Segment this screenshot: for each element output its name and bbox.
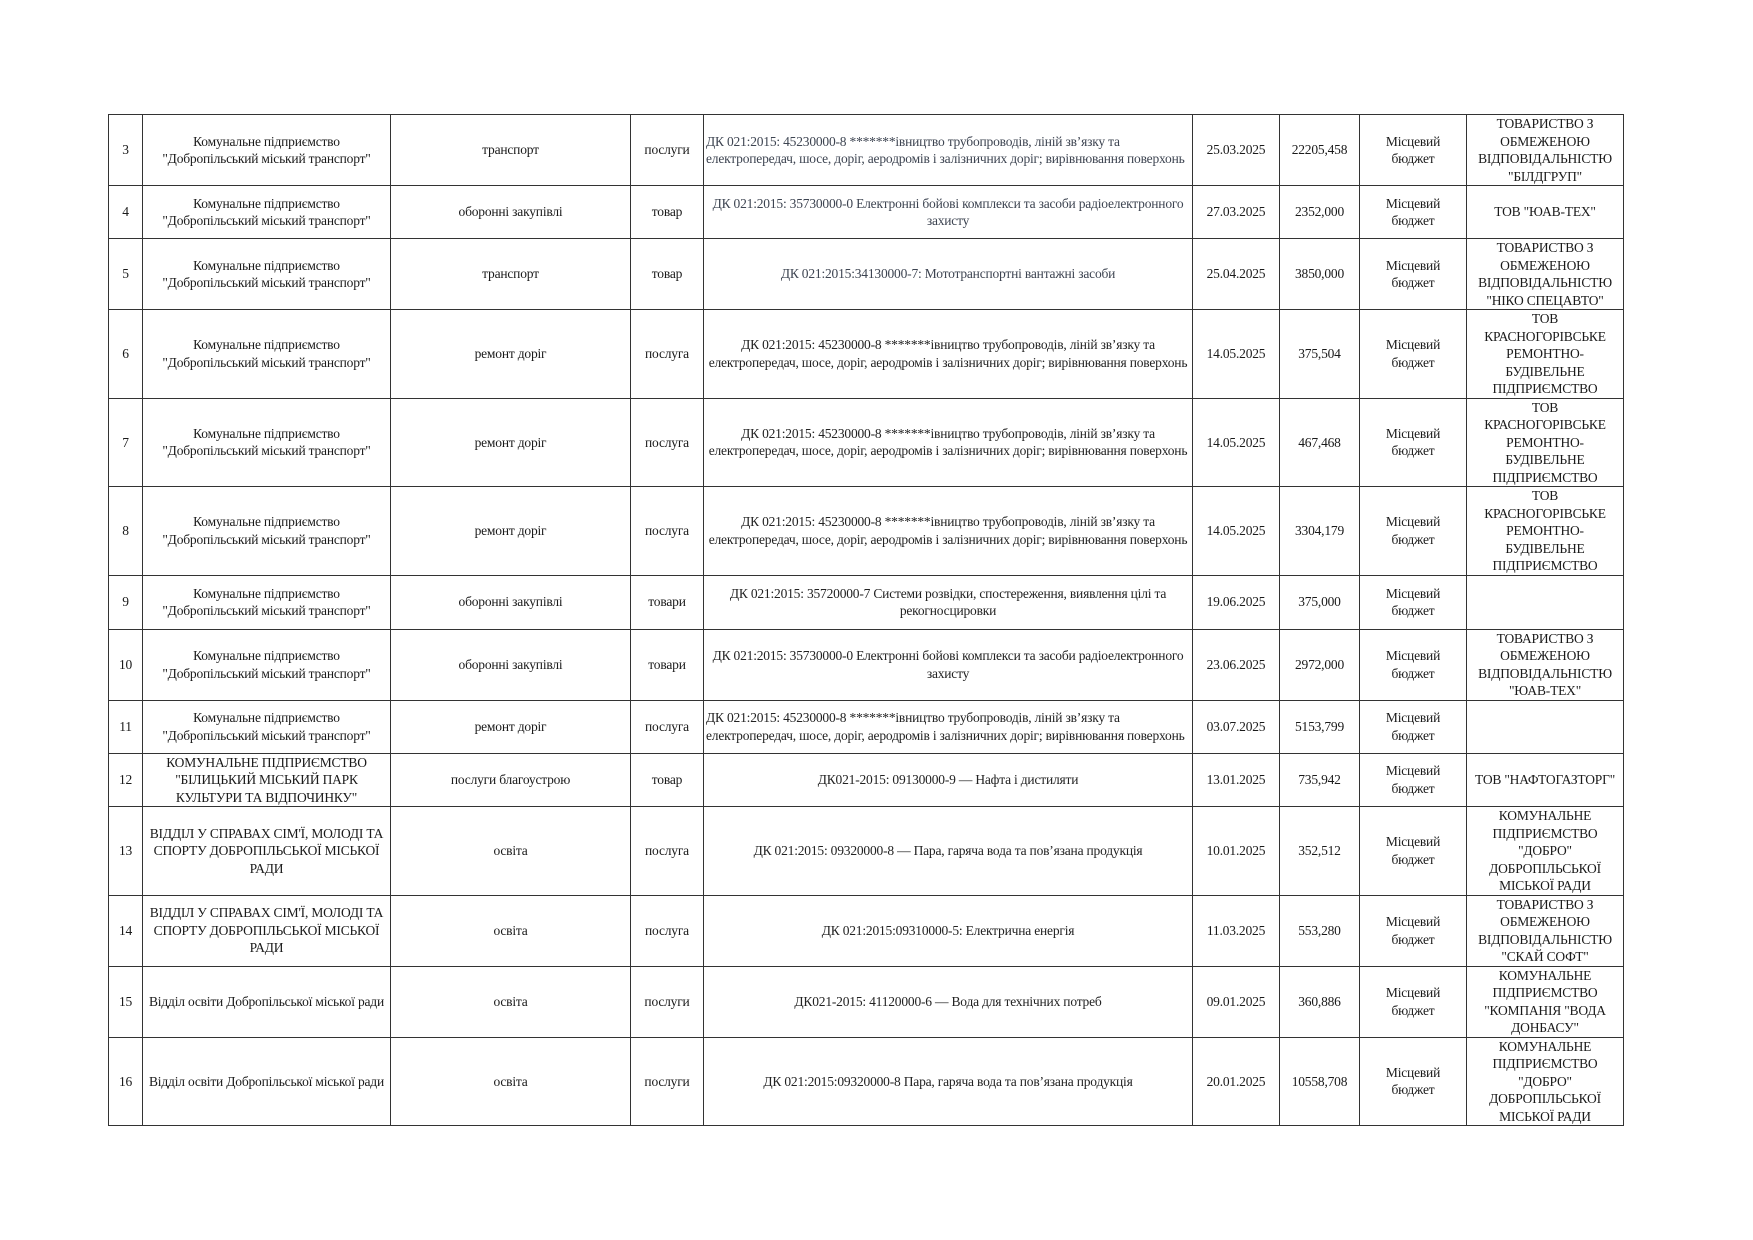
- row-number: 15: [109, 966, 143, 1037]
- table-row: [109, 487, 1624, 576]
- procurement-table-body: [109, 115, 1624, 1126]
- supplier-cell: [1467, 575, 1624, 629]
- procurement-type-cell: послуга: [631, 487, 704, 576]
- funding-source-cell: Місцевий бюджет: [1360, 487, 1467, 576]
- funding-source-cell: Місцевий бюджет: [1360, 700, 1467, 753]
- category-cell: послуги благоустрою: [391, 753, 631, 807]
- date-cell: 14.05.2025: [1193, 310, 1280, 399]
- amount-cell: 2972,000: [1280, 629, 1360, 700]
- table-row: [109, 1037, 1624, 1126]
- table-row: [109, 575, 1624, 629]
- supplier-cell: ТОВАРИСТВО З ОБМЕЖЕНОЮ ВІДПОВІДАЛЬНІСТЮ "БІЛДГРУП": [1467, 115, 1624, 186]
- amount-cell: 375,000: [1280, 575, 1360, 629]
- funding-source-cell: Місцевий бюджет: [1360, 575, 1467, 629]
- procurement-type-cell: товари: [631, 575, 704, 629]
- row-number: 11: [109, 700, 143, 753]
- cpv-description-cell: ДК 021:2015: 45230000-8 *******івництво трубопроводів, ліній зв’язку та електропередач, шосе, доріг, аеродромів і залізничних доріг; вирівнювання поверхонь: [704, 487, 1193, 576]
- category-cell: освіта: [391, 1037, 631, 1126]
- funding-source-cell: Місцевий бюджет: [1360, 807, 1467, 896]
- amount-cell: 360,886: [1280, 966, 1360, 1037]
- procurement-type-cell: послуга: [631, 895, 704, 966]
- row-number: 5: [109, 239, 143, 310]
- amount-cell: 3304,179: [1280, 487, 1360, 576]
- procurement-type-cell: послуга: [631, 700, 704, 753]
- cpv-description-cell: ДК 021:2015: 45230000-8 *******івництво трубопроводів, ліній зв’язку та електропередач, шосе, доріг, аеродромів і залізничних доріг; вирівнювання поверхонь: [704, 700, 1193, 753]
- table-row: [109, 895, 1624, 966]
- organization-cell: Комунальне підприємство "Добропільський міський транспорт": [143, 239, 391, 310]
- date-cell: 03.07.2025: [1193, 700, 1280, 753]
- row-number: 16: [109, 1037, 143, 1126]
- row-number: 9: [109, 575, 143, 629]
- date-cell: 14.05.2025: [1193, 487, 1280, 576]
- organization-cell: КОМУНАЛЬНЕ ПІДПРИЄМСТВО "БІЛИЦЬКИЙ МІСЬКИЙ ПАРК КУЛЬТУРИ ТА ВІДПОЧИНКУ": [143, 753, 391, 807]
- organization-cell: ВІДДІЛ У СПРАВАХ СІМ'Ї, МОЛОДІ ТА СПОРТУ ДОБРОПІЛЬСЬКОЇ МІСЬКОЇ РАДИ: [143, 895, 391, 966]
- amount-cell: 352,512: [1280, 807, 1360, 896]
- procurement-type-cell: послуги: [631, 115, 704, 186]
- row-number: 12: [109, 753, 143, 807]
- supplier-cell: [1467, 700, 1624, 753]
- row-number: 4: [109, 186, 143, 239]
- organization-cell: Комунальне підприємство "Добропільський міський транспорт": [143, 310, 391, 399]
- cpv-description-cell: ДК 021:2015: 35730000-0 Електронні бойові комплекси та засоби радіоелектронного захисту: [704, 186, 1193, 239]
- date-cell: 20.01.2025: [1193, 1037, 1280, 1126]
- cpv-description-cell: ДК021-2015: 41120000-6 — Вода для технічних потреб: [704, 966, 1193, 1037]
- date-cell: 10.01.2025: [1193, 807, 1280, 896]
- table-row: [109, 186, 1624, 239]
- category-cell: транспорт: [391, 115, 631, 186]
- organization-cell: Комунальне підприємство "Добропільський міський транспорт": [143, 115, 391, 186]
- row-number: 3: [109, 115, 143, 186]
- date-cell: 13.01.2025: [1193, 753, 1280, 807]
- category-cell: оборонні закупівлі: [391, 186, 631, 239]
- funding-source-cell: Місцевий бюджет: [1360, 629, 1467, 700]
- amount-cell: 5153,799: [1280, 700, 1360, 753]
- category-cell: освіта: [391, 895, 631, 966]
- date-cell: 19.06.2025: [1193, 575, 1280, 629]
- funding-source-cell: Місцевий бюджет: [1360, 966, 1467, 1037]
- funding-source-cell: Місцевий бюджет: [1360, 398, 1467, 487]
- procurement-type-cell: послуга: [631, 807, 704, 896]
- organization-cell: Відділ освіти Добропільської міської ради: [143, 1037, 391, 1126]
- funding-source-cell: Місцевий бюджет: [1360, 753, 1467, 807]
- table-row: [109, 310, 1624, 399]
- table-row: [109, 753, 1624, 807]
- funding-source-cell: Місцевий бюджет: [1360, 186, 1467, 239]
- cpv-description-cell: ДК 021:2015: 09320000-8 — Пара, гаряча вода та пов’язана продукція: [704, 807, 1193, 896]
- funding-source-cell: Місцевий бюджет: [1360, 310, 1467, 399]
- category-cell: транспорт: [391, 239, 631, 310]
- category-cell: ремонт доріг: [391, 398, 631, 487]
- organization-cell: ВІДДІЛ У СПРАВАХ СІМ'Ї, МОЛОДІ ТА СПОРТУ ДОБРОПІЛЬСЬКОЇ МІСЬКОЇ РАДИ: [143, 807, 391, 896]
- table-row: [109, 700, 1624, 753]
- date-cell: 11.03.2025: [1193, 895, 1280, 966]
- category-cell: оборонні закупівлі: [391, 575, 631, 629]
- cpv-description-cell: ДК 021:2015: 45230000-8 *******івництво трубопроводів, ліній зв’язку та електропередач, шосе, доріг, аеродромів і залізничних доріг; вирівнювання поверхонь: [704, 398, 1193, 487]
- procurement-type-cell: послуги: [631, 1037, 704, 1126]
- category-cell: ремонт доріг: [391, 700, 631, 753]
- supplier-cell: КОМУНАЛЬНЕ ПІДПРИЄМСТВО "КОМПАНІЯ "ВОДА ДОНБАСУ": [1467, 966, 1624, 1037]
- supplier-cell: ТОВАРИСТВО З ОБМЕЖЕНОЮ ВІДПОВІДАЛЬНІСТЮ "ЮАВ-ТЕХ": [1467, 629, 1624, 700]
- row-number: 6: [109, 310, 143, 399]
- row-number: 13: [109, 807, 143, 896]
- table-row: [109, 966, 1624, 1037]
- procurement-table: [108, 114, 1624, 1126]
- cpv-description-cell: ДК021-2015: 09130000-9 — Нафта і дистиляти: [704, 753, 1193, 807]
- procurement-type-cell: послуга: [631, 310, 704, 399]
- row-number: 14: [109, 895, 143, 966]
- date-cell: 25.03.2025: [1193, 115, 1280, 186]
- funding-source-cell: Місцевий бюджет: [1360, 115, 1467, 186]
- organization-cell: Комунальне підприємство "Добропільський міський транспорт": [143, 487, 391, 576]
- cpv-description-cell: ДК 021:2015: 35730000-0 Електронні бойові комплекси та засоби радіоелектронного захисту: [704, 629, 1193, 700]
- table-row: [109, 115, 1624, 186]
- category-cell: ремонт доріг: [391, 487, 631, 576]
- supplier-cell: ТОВ "НАФТОГАЗТОРГ": [1467, 753, 1624, 807]
- procurement-type-cell: послуга: [631, 398, 704, 487]
- procurement-type-cell: товар: [631, 753, 704, 807]
- supplier-cell: ТОВАРИСТВО З ОБМЕЖЕНОЮ ВІДПОВІДАЛЬНІСТЮ "НІКО СПЕЦАВТО": [1467, 239, 1624, 310]
- date-cell: 23.06.2025: [1193, 629, 1280, 700]
- organization-cell: Комунальне підприємство "Добропільський міський транспорт": [143, 700, 391, 753]
- supplier-cell: ТОВ КРАСНОГОРІВСЬКЕ РЕМОНТНО-БУДІВЕЛЬНЕ ПІДПРИЄМСТВО: [1467, 487, 1624, 576]
- table-row: [109, 398, 1624, 487]
- row-number: 8: [109, 487, 143, 576]
- row-number: 10: [109, 629, 143, 700]
- amount-cell: 375,504: [1280, 310, 1360, 399]
- amount-cell: 3850,000: [1280, 239, 1360, 310]
- table-row: [109, 807, 1624, 896]
- amount-cell: 10558,708: [1280, 1037, 1360, 1126]
- table-row: [109, 629, 1624, 700]
- organization-cell: Комунальне підприємство "Добропільський міський транспорт": [143, 186, 391, 239]
- date-cell: 25.04.2025: [1193, 239, 1280, 310]
- amount-cell: 2352,000: [1280, 186, 1360, 239]
- supplier-cell: ТОВ "ЮАВ-ТЕХ": [1467, 186, 1624, 239]
- funding-source-cell: Місцевий бюджет: [1360, 239, 1467, 310]
- date-cell: 14.05.2025: [1193, 398, 1280, 487]
- category-cell: освіта: [391, 966, 631, 1037]
- procurement-type-cell: товар: [631, 239, 704, 310]
- amount-cell: 553,280: [1280, 895, 1360, 966]
- cpv-description-cell: ДК 021:2015: 45230000-8 *******івництво трубопроводів, ліній зв’язку та електропередач, шосе, доріг, аеродромів і залізничних доріг; вирівнювання поверхонь: [704, 115, 1193, 186]
- funding-source-cell: Місцевий бюджет: [1360, 1037, 1467, 1126]
- category-cell: ремонт доріг: [391, 310, 631, 399]
- organization-cell: Відділ освіти Добропільської міської ради: [143, 966, 391, 1037]
- category-cell: оборонні закупівлі: [391, 629, 631, 700]
- cpv-description-cell: ДК 021:2015: 45230000-8 *******івництво трубопроводів, ліній зв’язку та електропередач, шосе, доріг, аеродромів і залізничних доріг; вирівнювання поверхонь: [704, 310, 1193, 399]
- procurement-type-cell: послуги: [631, 966, 704, 1037]
- organization-cell: Комунальне підприємство "Добропільський міський транспорт": [143, 629, 391, 700]
- amount-cell: 467,468: [1280, 398, 1360, 487]
- date-cell: 27.03.2025: [1193, 186, 1280, 239]
- cpv-description-cell: ДК 021:2015:34130000-7: Мототранспортні вантажні засоби: [704, 239, 1193, 310]
- supplier-cell: КОМУНАЛЬНЕ ПІДПРИЄМСТВО "ДОБРО" ДОБРОПІЛЬСЬКОЇ МІСЬКОЇ РАДИ: [1467, 1037, 1624, 1126]
- supplier-cell: ТОВ КРАСНОГОРІВСЬКЕ РЕМОНТНО-БУДІВЕЛЬНЕ ПІДПРИЄМСТВО: [1467, 398, 1624, 487]
- table-row: [109, 239, 1624, 310]
- cpv-description-cell: ДК 021:2015:09320000-8 Пара, гаряча вода та пов’язана продукція: [704, 1037, 1193, 1126]
- cpv-description-cell: ДК 021:2015:09310000-5: Електрична енергія: [704, 895, 1193, 966]
- funding-source-cell: Місцевий бюджет: [1360, 895, 1467, 966]
- amount-cell: 22205,458: [1280, 115, 1360, 186]
- procurement-type-cell: товар: [631, 186, 704, 239]
- organization-cell: Комунальне підприємство "Добропільський міський транспорт": [143, 575, 391, 629]
- procurement-type-cell: товари: [631, 629, 704, 700]
- category-cell: освіта: [391, 807, 631, 896]
- amount-cell: 735,942: [1280, 753, 1360, 807]
- date-cell: 09.01.2025: [1193, 966, 1280, 1037]
- organization-cell: Комунальне підприємство "Добропільський міський транспорт": [143, 398, 391, 487]
- supplier-cell: ТОВ КРАСНОГОРІВСЬКЕ РЕМОНТНО-БУДІВЕЛЬНЕ ПІДПРИЄМСТВО: [1467, 310, 1624, 399]
- supplier-cell: КОМУНАЛЬНЕ ПІДПРИЄМСТВО "ДОБРО" ДОБРОПІЛЬСЬКОЇ МІСЬКОЇ РАДИ: [1467, 807, 1624, 896]
- cpv-description-cell: ДК 021:2015: 35720000-7 Системи розвідки, спостереження, виявлення цілі та рекогносцировки: [704, 575, 1193, 629]
- row-number: 7: [109, 398, 143, 487]
- supplier-cell: ТОВАРИСТВО З ОБМЕЖЕНОЮ ВІДПОВІДАЛЬНІСТЮ "СКАЙ СОФТ": [1467, 895, 1624, 966]
